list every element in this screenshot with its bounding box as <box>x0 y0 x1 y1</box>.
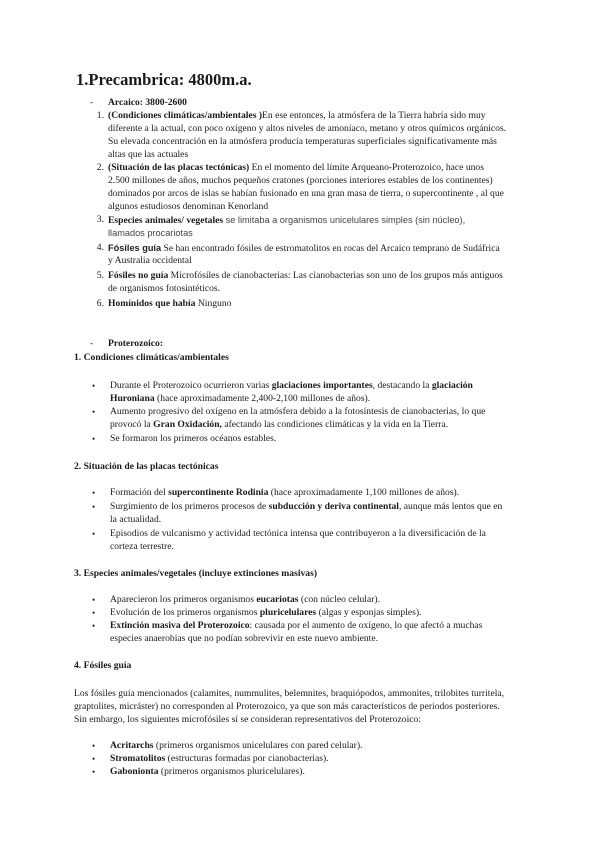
arcaico-item-2-line: 2.500 millones de años, muchos pequeños cratones (porciones interiores estables de los continentes) <box>108 175 493 186</box>
arcaico-item-3: Especies animales/ vegetales se limitaba a organismos unicelulares simples (sin núcleo), <box>108 215 466 226</box>
arcaico-item-5-line: de organismos fotosintéticos. <box>108 283 221 294</box>
arcaico-item-1-line: Su elevada concentración en la atmósfera producía temperaturas superficiales significativamente más <box>108 136 497 147</box>
s4-paragraph-line: Los fósiles guía mencionados (calamites, nummulites, belemnites, braquiópodos, ammonites, trilobites turritela, <box>74 688 505 699</box>
s3-bullet-3: Extinción masiva del Proterozoico: causada por el aumento de oxígeno, lo que afectó a muchas <box>110 620 483 631</box>
s2-bullet-1: Formación del supercontinente Rodinia (hace aproximadamente 1,100 millones de años). <box>110 487 460 498</box>
arcaico-item-2-line: algunos estudiosos denominan Kenorland <box>108 201 269 212</box>
arcaico-item-3-line: llamados procariotas <box>108 228 193 238</box>
arcaico-item-4: Fósiles guía Se han encontrado fósiles de estromatolitos en rocas del Arcaico temprano de Sudáfrica <box>108 243 500 254</box>
arcaico-item-6: Homínidos que había Ninguno <box>108 298 232 309</box>
arcaico-item-5: Fósiles no guía Microfósiles de cianobacterias: Las cianobacterias son uno de los grupos más antiguos <box>108 270 503 281</box>
s4-paragraph-line: graptolites, micráster) no corresponden al Proterozoico, ya que son más característicos de periodos posteriores. <box>74 701 500 712</box>
item-number: 1. <box>96 110 104 121</box>
s1-bullet-1-line: Huroniana (hace aproximadamente 2,400-2,100 millones de años). <box>110 393 371 404</box>
bullet-icon: • <box>92 754 96 764</box>
s1-bullet-1: Durante el Proterozoico ocurrieron varias glaciaciones importantes, destacando la glaciación <box>110 380 473 391</box>
item-number: 6. <box>96 298 104 309</box>
item-number: 4. <box>96 242 104 253</box>
s1-bullet-2: Aumento progresivo del oxígeno en la atmósfera debido a la fotosíntesis de cianobacterias, lo que <box>110 406 486 417</box>
dash-marker: - <box>90 338 94 349</box>
arcaico-item-1-line: altas que las actuales <box>108 149 189 160</box>
bullet-icon: • <box>92 488 96 498</box>
bullet-icon: • <box>92 502 96 512</box>
bullet-icon: • <box>92 381 96 391</box>
arcaico-item-2: (Situación de las placas tectónicas) En el momento del límite Arqueano-Proterozoico, hace unos <box>108 162 484 173</box>
proterozoico-heading: Proterozoico: <box>108 338 164 349</box>
bullet-icon: • <box>92 608 96 618</box>
bullet-icon: • <box>92 595 96 605</box>
section-heading: 1. Condiciones climáticas/ambientales <box>74 352 229 363</box>
s1-bullet-2-line: provocó la Gran Oxidación, afectando las condiciones climáticas y la vida en la Tierra. <box>110 419 449 430</box>
item-number: 3. <box>96 214 104 225</box>
arcaico-item-1: (Condiciones climáticas/ambientales )En ese entonces, la atmósfera de la Tierra habría sido muy <box>108 110 486 121</box>
s4-bullet-3: Gabonionta (primeros organismos pluricelulares). <box>110 766 305 777</box>
s3-bullet-3-line: especies anaerobias que no podían sobrevivir en este nuevo ambiente. <box>110 633 378 644</box>
arcaico-heading: Arcaico: 3800-2600 <box>108 97 187 108</box>
s2-bullet-2-line: la actualidad. <box>110 514 162 525</box>
item-number: 2. <box>96 162 104 173</box>
arcaico-item-1-line: diferente a la actual, con poco oxígeno y altos niveles de amoníaco, metano y otros químicos orgánicos. <box>108 123 507 134</box>
s1-bullet-3: Se formaron los primeros océanos estables. <box>110 433 277 444</box>
bullet-icon: • <box>92 621 96 631</box>
arcaico-item-4-line: y Australia occidental <box>108 255 192 266</box>
s3-bullet-1: Aparecieron los primeros organismos eucariotas (con núcleo celular). <box>110 594 380 605</box>
s3-bullet-2: Evolución de los primeros organismos pluricelulares (algas y esponjas simples). <box>110 607 422 618</box>
s2-bullet-3: Episodios de vulcanismo y actividad tectónica intensa que contribuyeron a la diversificación de la <box>110 528 486 539</box>
arcaico-item-2-line: dominados por arcos de islas se habían fusionado en una gran masa de tierra, o supercontinente , al que <box>108 188 504 199</box>
bullet-icon: • <box>92 767 96 777</box>
section-heading: 2. Situación de las placas tectónicas <box>74 461 219 472</box>
item-number: 5. <box>96 270 104 281</box>
section-heading: 4. Fósiles guía <box>74 660 132 671</box>
dash-marker: - <box>90 97 94 108</box>
s2-bullet-3-line: corteza terrestre. <box>110 541 174 552</box>
s4-bullet-1: Acritarchs (primeros organismos unicelulares con pared celular). <box>110 740 363 751</box>
bullet-icon: • <box>92 434 96 444</box>
section-heading: 3. Especies animales/vegetales (incluye extinciones masivas) <box>74 568 318 579</box>
page-title: 1.Precambrica: 4800m.a. <box>76 70 252 89</box>
s4-paragraph-line: Sin embargo, los siguientes microfósiles sí se consideran representativos del Proterozoico: <box>74 714 421 725</box>
bullet-icon: • <box>92 529 96 539</box>
s4-bullet-2: Stromatolitos (estructuras formadas por cianobacterias). <box>110 753 329 764</box>
s2-bullet-2: Surgimiento de los primeros procesos de subducción y deriva continental, aunque más lentos que en <box>110 501 503 512</box>
bullet-icon: • <box>92 407 96 417</box>
bullet-icon: • <box>92 741 96 751</box>
